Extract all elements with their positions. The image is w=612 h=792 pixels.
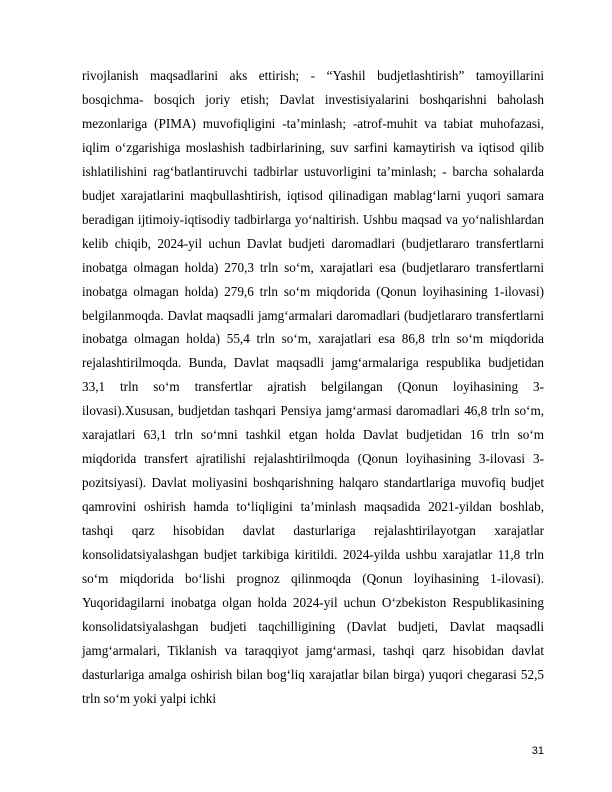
body-paragraph: rivojlanish maqsadlarini aks ettirish; - “Yashil budjetlashtirish” tamoyillarini bosqichma- bosqich joriy etish; Davlat investisiyalarini boshqarishni baholash mezonlariga (PIMA) muvofiqligini -ta’minlash; -atrof-muhit va tabiat muhofazasi, iqlim o‘zgarishiga moslashish tadbirlarining, suv sarfini kamaytirish va iqtisod qilib ishlatilishini rag‘batlantiruvchi tadbirlar ustuvorligini ta’minlash; - barcha sohalarda budjet xarajatlarini maqbullashtirish, iqtisod qilinadigan mablag‘larni yuqori samara beradigan ijtimoiy-iqtisodiy tadbirlarga yo‘naltirish. Ushbu maqsad va yo‘nalishlardan kelib chiqib, 2024-yil uchun Davlat budjeti daromadlari (budjetlararo transfertlarni inobatga olmagan holda) 270,3 trln so‘m, xarajatlari esa (budjetlararo transfertlarni inobatga olmagan holda) 279,6 trln so‘m miqdorida (Qonun loyihasining 1-ilovasi) belgilanmoqda. Davlat maqsadli jamg‘armalari daromadlari (budjetlararo transfertlarni inobatga olmagan holda) 55,4 trln so‘m, xarajatlari esa 86,8 trln so‘m miqdorida rejalashtirilmoqda. Bunda, Davlat maqsadli jamg‘armalariga respublika budjetidan 33,1 trln so‘m transfertlar ajratish belgilangan (Qonun loyihasining 3- ilovasi).Xususan, budjetdan tashqari Pensiya jamg‘armasi daromadlari 46,8 trln so‘m, xarajatlari 63,1 trln so‘mni tashkil etgan holda Davlat budjetidan 16 trln so‘m miqdorida transfert ajratilishi rejalashtirilmoqda (Qonun loyihasining 3-ilovasi 3-pozitsiyasi). Davlat moliyasini boshqarishning halqaro standartlariga muvofiq budjet qamrovini oshirish hamda to‘liqligini ta’minlash maqsadida 2021-yildan boshlab, tashqi qarz hisobidan davlat dasturlariga rejalashtirilayotgan xarajatlar konsolidatsiyalashgan budjet tarkibiga kiritildi. 2024-yilda ushbu xarajatlar 11,8 trln so‘m miqdorida bo‘lishi prognoz qilinmoqda (Qonun loyihasining 1-ilovasi). Yuqoridagilarni inobatga olgan holda 2024-yil uchun O‘zbekiston Respublikasining konsolidatsiyalashgan budjeti taqchilligining (Davlat budjeti, Davlat maqsadli jamg‘armalari, Tiklanish va taraqqiyot jamg‘armasi, tashqi qarz hisobidan davlat dasturlariga amalga oshirish bilan bog‘liq xarajatlar bilan birga) yuqori chegarasi 52,5 trln so‘m yoki yalpi ichki [82,68,544,706]
page-number: 31 [531,745,544,757]
